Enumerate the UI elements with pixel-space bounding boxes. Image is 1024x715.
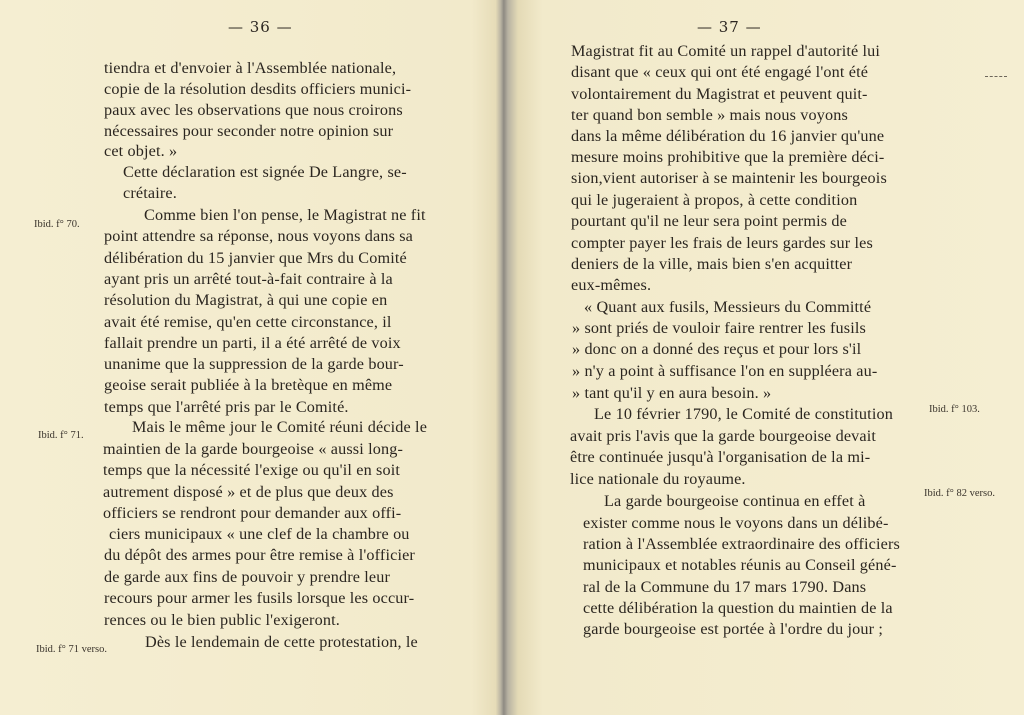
text-line: fallait prendre un parti, il a été arrêté de voix (104, 334, 401, 352)
text-line: ter quand bon semble » mais nous voyons (571, 106, 848, 124)
text-line: résolution du Magistrat, à qui une copie en (104, 291, 388, 309)
text-line: » sont priés de vouloir faire rentrer les fusils (572, 319, 866, 337)
text-line: disant que « ceux qui ont été engagé l'ont été (571, 63, 869, 81)
text-line: » n'y a point à suffisance l'on en suppléera au- (572, 362, 878, 380)
text-line: ayant pris un arrêté tout-à-fait contraire à la (104, 270, 393, 288)
text-line: rences ou le bien public l'exigeront. (104, 611, 340, 629)
margin-note: Ibid. f° 71 verso. (36, 644, 107, 655)
text-line: maintien de la garde bourgeoise « aussi long- (103, 440, 403, 458)
text-line: point attendre sa réponse, nous voyons dans sa (104, 227, 414, 245)
text-line: » tant qu'il y en aura besoin. » (572, 384, 772, 402)
margin-note: Ibid. f° 70. (34, 219, 80, 230)
text-line: Comme bien l'on pense, le Magistrat ne fit (144, 206, 426, 224)
text-line: ciers municipaux « une clef de la chambre ou (109, 525, 410, 543)
text-line: pourtant qu'il ne leur sera point permis de (571, 212, 847, 230)
text-line: délibération du 15 janvier que Mrs du Comité (104, 249, 407, 267)
text-line: exister comme nous le voyons dans un délibé- (583, 514, 889, 532)
text-line: copie de la résolution desdits officiers munici- (104, 80, 412, 98)
left-page (0, 0, 500, 715)
text-line: officiers se rendront pour demander aux offi- (103, 504, 402, 522)
margin-note: Ibid. f° 103. (929, 404, 980, 415)
text-line: Magistrat fit au Comité un rappel d'autorité lui (571, 42, 881, 60)
text-line: crétaire. (123, 184, 177, 202)
text-line: Cette déclaration est signée De Langre, se- (123, 163, 407, 181)
text-line: nécessaires pour seconder notre opinion sur (104, 122, 394, 140)
text-line: recours pour armer les fusils lorsque les occur- (104, 589, 415, 607)
text-line: geoise serait publiée à la bretèque en même (104, 376, 393, 394)
text-line: temps que la nécessité l'exige ou qu'il en soit (103, 461, 400, 479)
page-number: — 37 — (697, 18, 762, 36)
text-line: compter payer les frais de leurs gardes sur les (571, 234, 873, 252)
text-line: être continuée jusqu'à l'organisation de la mi- (570, 448, 871, 466)
text-line: ral de la Commune du 17 mars 1790. Dans (583, 578, 867, 596)
text-line: mesure moins prohibitive que la première déci- (571, 148, 885, 166)
text-line: sion,vient autoriser à se maintenir les bourgeois (571, 169, 887, 187)
text-line: La garde bourgeoise continua en effet à (604, 492, 866, 510)
text-line: du dépôt des armes pour être remise à l'officier (104, 546, 415, 564)
text-line: unanime que la suppression de la garde bour- (104, 355, 404, 373)
text-line: lice nationale du royaume. (570, 470, 746, 488)
text-line: avait pris l'avis que la garde bourgeoise devait (570, 427, 877, 445)
text-line: garde bourgeoise est portée à l'ordre du jour ; (583, 620, 884, 638)
text-line: « Quant aux fusils, Messieurs du Committé (584, 298, 872, 316)
text-line: avait été remise, qu'en cette circonstance, il (104, 313, 392, 331)
text-line: Mais le même jour le Comité réuni décide le (132, 418, 428, 436)
margin-note: Ibid. f° 82 verso. (924, 488, 995, 499)
text-line: cette délibération la question du maintien de la (583, 599, 893, 617)
page-number: — 36 — (228, 18, 293, 36)
text-line: qui le jugeraient à propos, à cette condition (571, 191, 858, 209)
printer-mark (985, 76, 1007, 78)
text-line: autrement disposé » et de plus que deux des (103, 483, 394, 501)
text-line: Dès le lendemain de cette protestation, le (145, 633, 418, 651)
text-line: » donc on a donné des reçus et pour lors s'il (572, 340, 862, 358)
text-line: eux-mêmes. (571, 276, 652, 294)
text-line: cet objet. » (104, 142, 178, 160)
text-line: municipaux et notables réunis au Conseil géné- (583, 556, 897, 574)
text-line: ration à l'Assemblée extraordinaire des officiers (583, 535, 900, 553)
text-line: paux avec les observations que nous croirons (104, 101, 403, 119)
text-line: Le 10 février 1790, le Comité de constitution (594, 405, 893, 423)
text-line: tiendra et d'envoier à l'Assemblée nationale, (104, 59, 397, 77)
right-page (514, 0, 1024, 715)
text-line: temps que l'arrêté pris par le Comité. (104, 398, 349, 416)
text-line: deniers de la ville, mais bien s'en acquitter (571, 255, 853, 273)
text-line: dans la même délibération du 16 janvier qu'une (571, 127, 885, 145)
text-line: de garde aux fins de pouvoir y prendre leur (104, 568, 391, 586)
text-line: volontairement du Magistrat et peuvent quit- (571, 85, 868, 103)
margin-note: Ibid. f° 71. (38, 430, 84, 441)
